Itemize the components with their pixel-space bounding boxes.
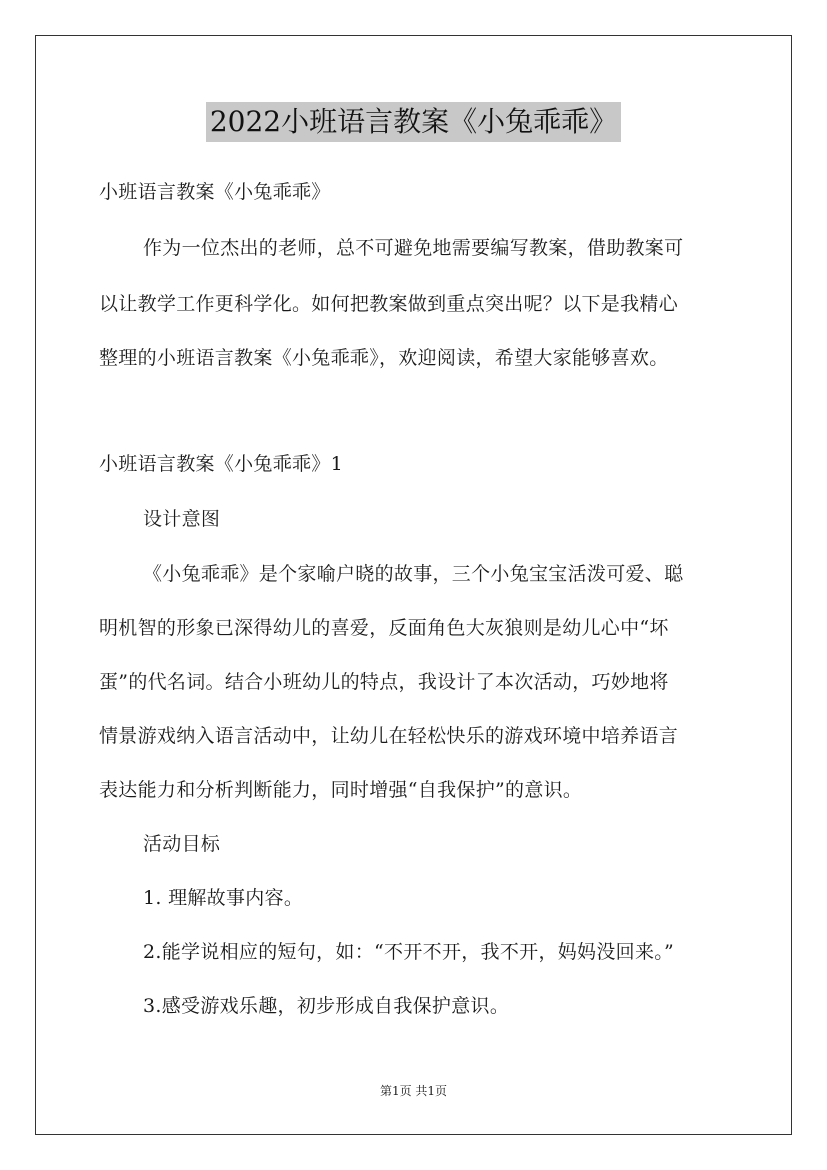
design-heading: 设计意图 xyxy=(143,508,221,530)
design-line-4: 情景游戏纳入语言活动中，让幼儿在轻松快乐的游戏环境中培养语言 xyxy=(99,725,679,747)
goal-item-2: 2.能学说相应的短句，如：“不开不开，我不开，妈妈没回来。” xyxy=(143,941,675,963)
page-footer: 第1页 共1页 xyxy=(379,1084,448,1098)
goals-heading: 活动目标 xyxy=(143,833,221,855)
design-line-3: 蛋”的代名词。结合小班幼儿的特点，我设计了本次活动，巧妙地将 xyxy=(99,671,669,693)
goal-item-3: 3.感受游戏乐趣，初步形成自我保护意识。 xyxy=(143,995,510,1017)
intro-line-1: 作为一位杰出的老师，总不可避免地需要编写教案，借助教案可 xyxy=(143,237,684,259)
document-title xyxy=(0,102,827,146)
design-line-2: 明机智的形象已深得幼儿的喜爱，反面角色大灰狼则是幼儿心中“坏 xyxy=(99,617,669,639)
design-line-1: 《小兔乖乖》是个家喻户晓的故事，三个小兔宝宝活泼可爱、聪 xyxy=(143,563,684,585)
intro-line-2: 以让教学工作更科学化。如何把教案做到重点突出呢？以下是我精心 xyxy=(99,293,679,315)
design-line-5: 表达能力和分析判断能力，同时增强“自我保护”的意识。 xyxy=(99,779,583,801)
document-subtitle: 小班语言教案《小兔乖乖》 xyxy=(99,181,331,203)
goal-item-1: 1. 理解故事内容。 xyxy=(143,887,304,909)
section-title: 小班语言教案《小兔乖乖》1 xyxy=(99,453,343,475)
document-title-text: 2022小班语言教案《小兔乖乖》 xyxy=(206,102,621,142)
intro-line-3: 整理的小班语言教案《小兔乖乖》，欢迎阅读，希望大家能够喜欢。 xyxy=(99,347,669,369)
